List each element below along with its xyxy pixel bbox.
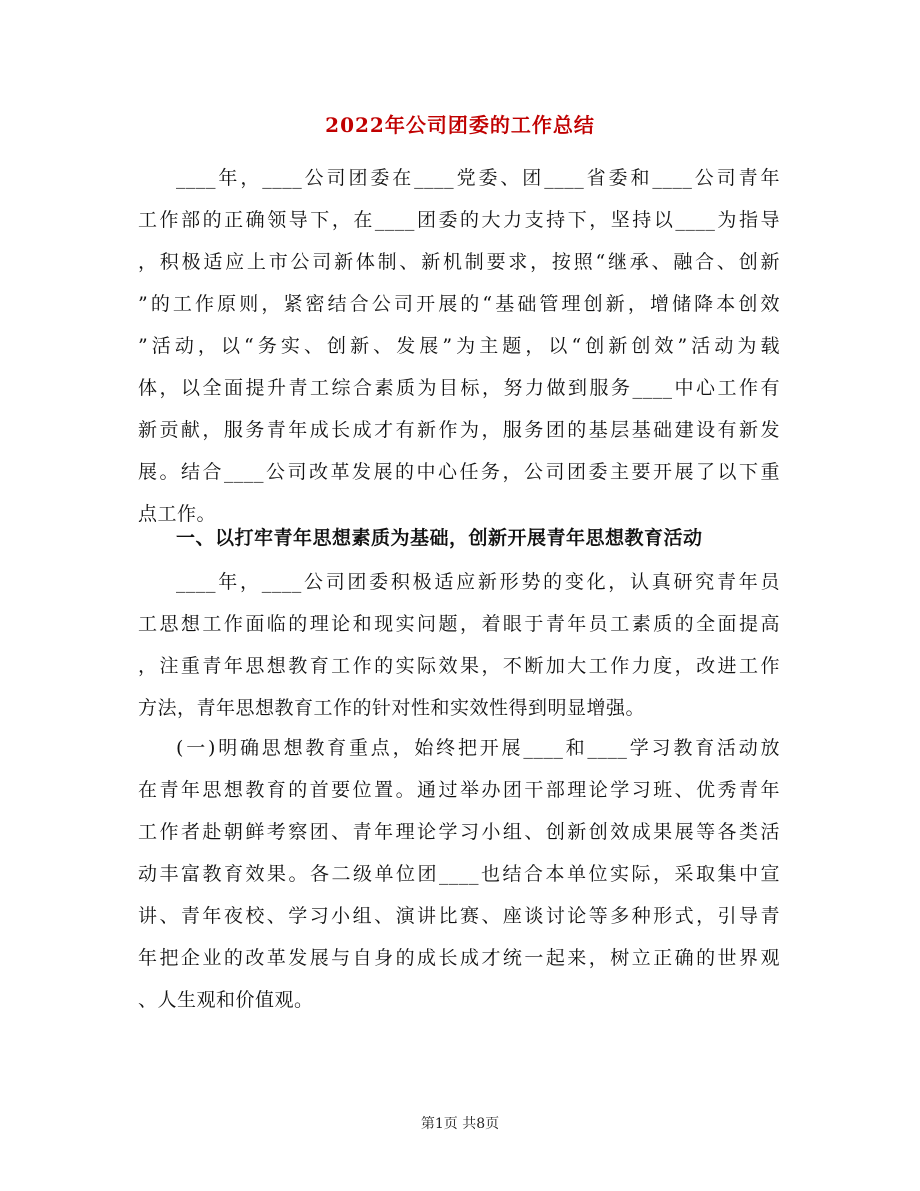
- text-line: 、人生观和价值观。: [138, 989, 314, 1011]
- body-text: [138, 727, 780, 1021]
- text-line: ____年，____公司团委在____党委、团____省委和____公司青年: [176, 167, 780, 189]
- page-title: 2022年公司团委的工作总结: [325, 113, 595, 137]
- text-line: 展。结合____公司改革发展的中心任务，公司团委主要开展了以下重: [138, 461, 780, 483]
- text-line: 工作部的正确领导下，在____团委的大力支持下，坚持以____为指导: [138, 209, 780, 231]
- section-heading-block: [138, 517, 780, 559]
- text-line: ____年，____公司团委积极适应新形势的变化，认真研究青年员: [176, 571, 780, 593]
- text-line: 工作者赴朝鲜考察团、青年理论学习小组、创新创效成果展等各类活: [138, 821, 780, 843]
- text-line: ，注重青年思想教育工作的实际效果，不断加大工作力度，改进工作: [138, 655, 780, 677]
- text-line: 工思想工作面临的理论和现实问题，着眼于青年员工素质的全面提高: [138, 613, 780, 635]
- text-line: 在青年思想教育的首要位置。通过举办团干部理论学习班、优秀青年: [138, 779, 780, 801]
- text-line: ，积极适应上市公司新体制、新机制要求，按照“继承、融合、创新: [138, 251, 780, 273]
- text-line: (一)明确思想教育重点，始终把开展____和____学习教育活动放: [176, 737, 780, 759]
- text-line: 体，以全面提升青工综合素质为目标，努力做到服务____中心工作有: [138, 377, 780, 399]
- text-line: ”活动，以“务实、创新、发展”为主题，以“创新创效”活动为载: [138, 335, 780, 357]
- text-line: 点工作。: [138, 503, 217, 525]
- text-line: 新贡献，服务青年成长成才有新作为，服务团的基层基础建设有新发: [138, 419, 780, 441]
- body-text: [138, 561, 780, 729]
- text-line: 方法，青年思想教育工作的针对性和实效性得到明显增强。: [138, 697, 646, 719]
- text-line: 动丰富教育效果。各二级单位团____也结合本单位实际，采取集中宣: [138, 863, 780, 885]
- text-line: ”的工作原则，紧密结合公司开展的“基础管理创新，增储降本创效: [138, 293, 780, 315]
- text-line: 讲、青年夜校、学习小组、演讲比赛、座谈讨论等多种形式，引导青: [138, 905, 780, 927]
- page-number: 第1页 共8页: [420, 1116, 500, 1132]
- text-line: 年把企业的改革发展与自身的成长成才统一起来，树立正确的世界观: [138, 947, 780, 969]
- section-heading: 一、以打牢青年思想素质为基础，创新开展青年思想教育活动: [176, 527, 703, 549]
- body-text: [138, 157, 780, 535]
